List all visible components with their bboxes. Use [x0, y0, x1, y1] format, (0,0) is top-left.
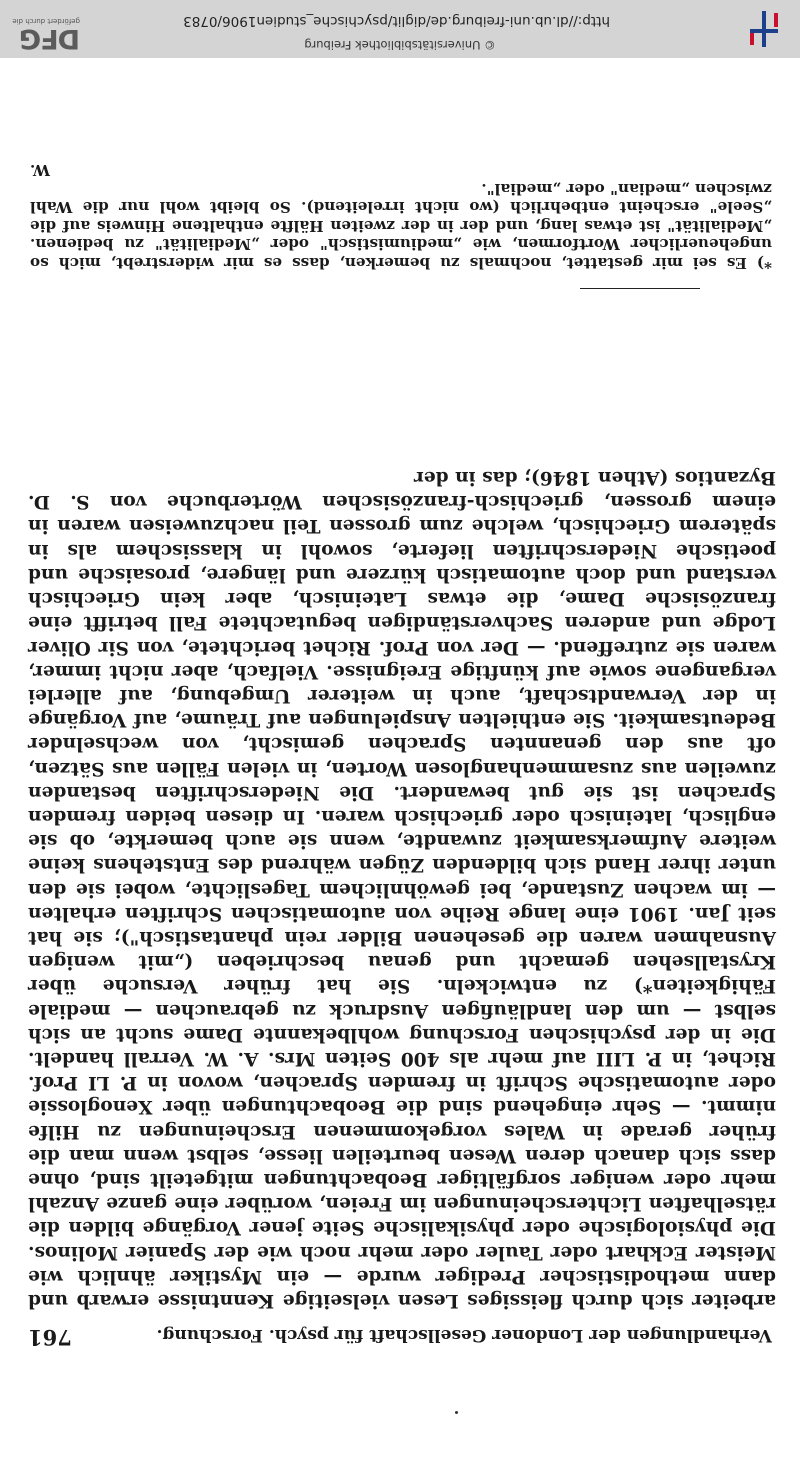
footnote-text: *) Es sei mir gestattet, nochmals zu bemerken, dass es mir widerstrebt, mich so ungeheuerlicher Wortformen, wie „mediumistisch" oder „Medialität" zu bedienen. „Medialität" ist etwas lang, und der in der zweiten Hälfte enthaltene Hinweis auf die „Seele" erscheint entbehrlich (wo nicht irreleitend). So bleibt wohl nur die Wahl zwischen „median" oder „medial". — [30, 179, 772, 272]
page-number: 761 — [28, 1325, 72, 1350]
body-text — [28, 465, 776, 1312]
footnote-rule — [580, 288, 700, 289]
running-title: Verhandlungen der Londoner Gesellschaft für psych. Forschung. — [156, 1325, 772, 1345]
body-paragraph: arbeiter sich durch fleissiges Lesen vielseitige Kenntnisse erwarb und dann methodistischer Prediger wurde — ein Mystiker ähnlich wie Meister Eckhart oder Tauler oder mehr noch wie der Spanier Molinos. Die physiologische oder physikalische Seite jener Vorgänge bilden die rätselhaften Lichterscheinungen im Freien, worüber eine ganze Anzahl mehr oder weniger sorgfältiger Beobachtungen mitgeteilt sind, ohne dass sich danach deren Wesen beurteilen liesse, selbst wenn man die früher gerade in Wales vorgekommenen Erscheinungen zu Hilfe nimmt. — Sehr eingehend sind die Beobachtungen über Xenoglossie oder automatische Schrift in fremden Sprachen, wovon in P. LI Prof. Richet, in P. LIII auf mehr als 400 Seiten Mrs. A. W. Verrall handelt. Die in der psychischen Forschung wohlbekannte Dame sucht an sich selbst — um den landläufigen Ausdruck zu gebrauchen — mediale Fähigkeiten*) zu entwickeln. Sie hat früher Versuche über Krystallsehen gemacht und genau beschrieben („mit wenigen Ausnahmen waren die gesehenen Bilder rein phantastisch"); sie hat seit Jan. 1901 eine lange Reihe von automatischen Schriften erhalten — im wachen Zustande, bei gewöhnlichem Tageslichte, wobei sie den unter ihrer Hand sich bildenden Zügen während des Entstehens keine weitere Aufmerksamkeit zuwandte, wenn sie auch bemerkte, ob sie englisch, lateinisch oder griechisch waren. In diesen beiden fremden Sprachen ist sie gut bewandert. Die Niederschriften bestanden zuweilen aus zusammenhanglosen Worten, in vielen Fällen aus Sätzen, oft aus den genannten Sprachen gemischt, von wechselnder Bedeutsamkeit. Sie enthielten Anspielungen auf Träume, auf Vorgänge in der Verwandtschaft, auch in weiterer Umgebung, auf allerlei vergangene sowie auf künftige Ereignisse. Vielfach, aber nicht immer, waren sie zutreffend. — Der von Prof. Richet berichtete, von Sir Oliver Lodge und anderen Sachverständigen begutachtete Fall betrifft eine französische Dame, die etwas Lateinisch, aber kein Griechisch verstand und doch automatisch kürzere und längere, prosaische und poetische Niederschriften lieferte, sowohl in klassischem als in späterem Griechisch, welche zum grossen Teil nachzuweisen waren in einem grossen, griechisch-französischen Wörterbuche von S. D. Byzantios (Athen 1846); das in der — [28, 467, 776, 1311]
source-url-link[interactable]: http://dl.ub.uni-freiburg.de/diglit/psychische_studien1906/0783 — [183, 13, 610, 29]
page-header — [28, 1325, 772, 1350]
digitization-banner — [0, 0, 800, 58]
dfg-logo — [8, 7, 80, 54]
footnote-signature: W. — [30, 161, 50, 180]
dfg-logo-subtitle: gefördert durch die — [12, 17, 80, 25]
footnote — [30, 160, 772, 272]
dfg-logo-text: DFG — [19, 23, 80, 54]
scan-speck — [455, 1411, 458, 1414]
copyright-notice: © Universitätsbibliothek Freiburg — [304, 38, 496, 52]
